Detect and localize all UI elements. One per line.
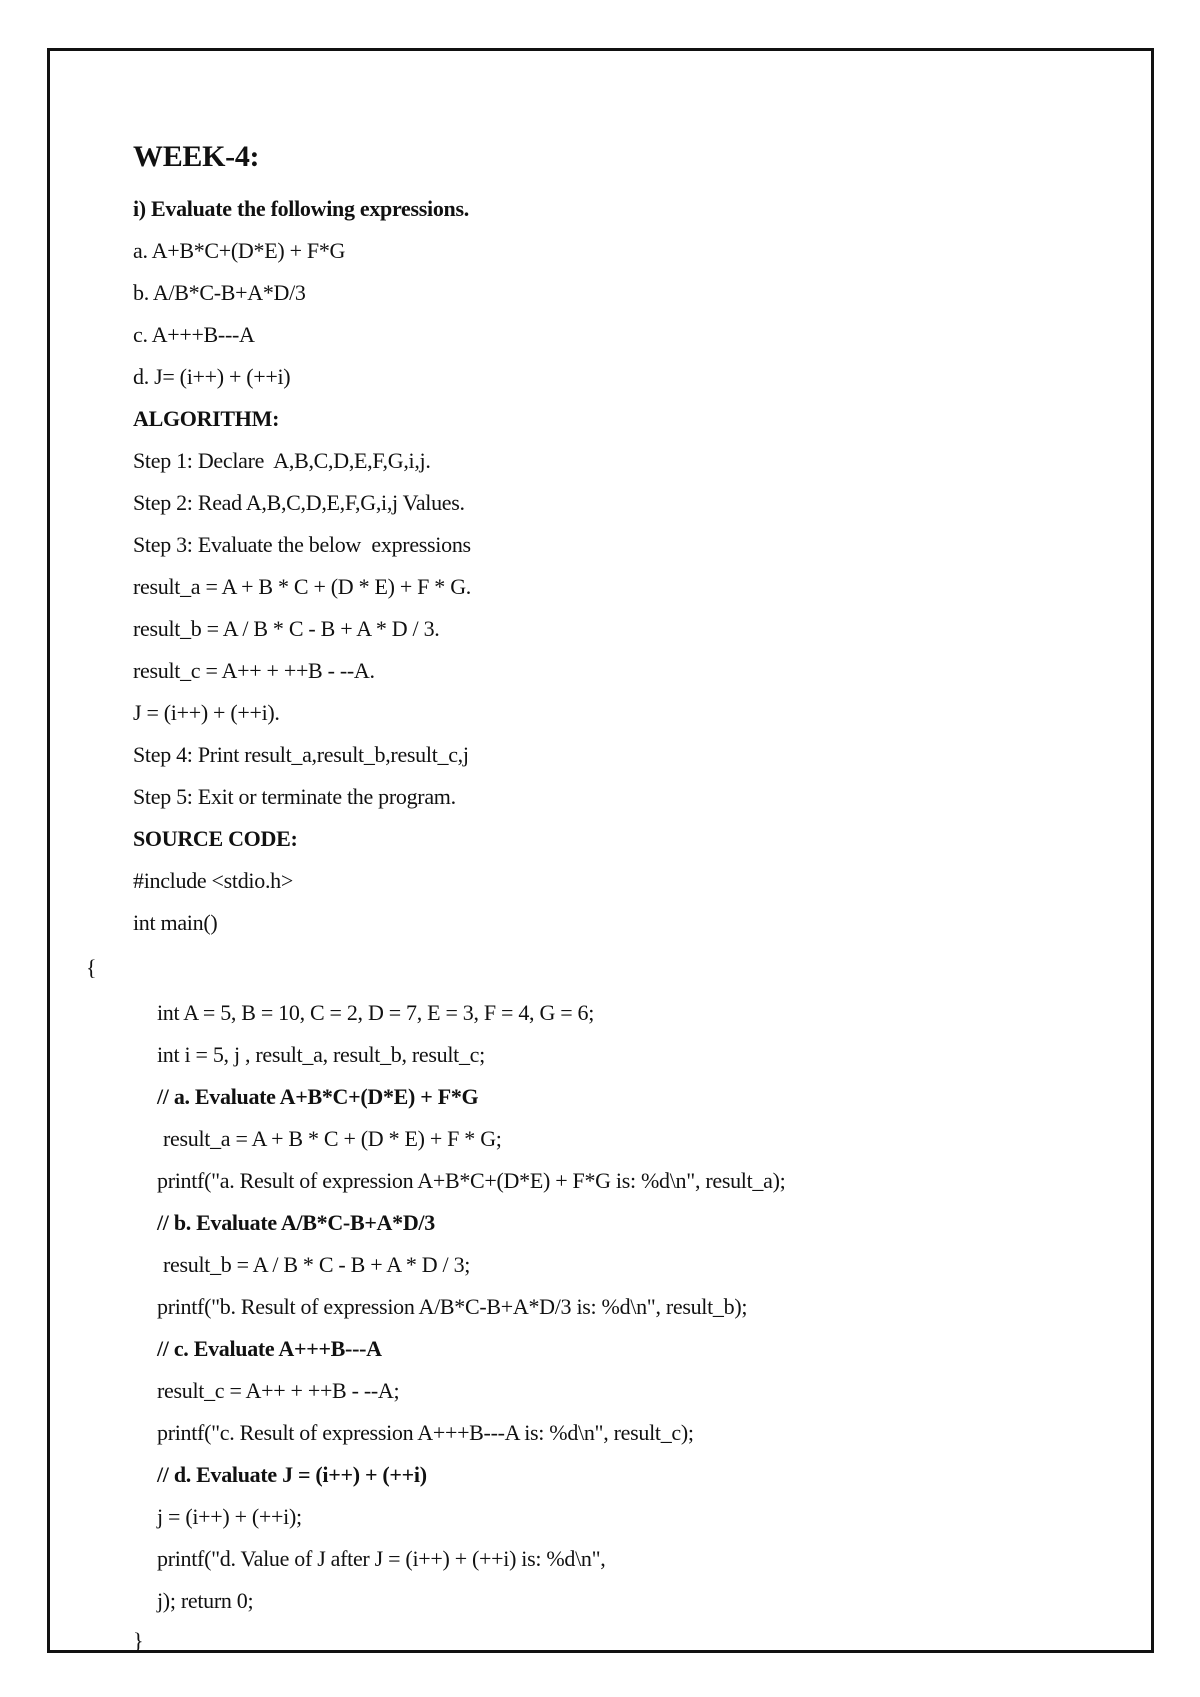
algorithm-step: J = (i++) + (++i). (133, 700, 280, 725)
algorithm-step: result_b = A / B * C - B + A * D / 3. (133, 616, 440, 641)
algorithm-heading: ALGORITHM: (133, 406, 280, 431)
code-line: int A = 5, B = 10, C = 2, D = 7, E = 3, F = 4, G = 6; (157, 1000, 595, 1025)
page-title: WEEK-4: (133, 140, 260, 173)
code-line: int main() (133, 910, 218, 935)
code-line: printf("d. Value of J after J = (i++) + (++i) is: %d\n", (157, 1546, 606, 1571)
code-line: j); return 0; (157, 1588, 254, 1613)
code-line: printf("a. Result of expression A+B*C+(D*E) + F*G is: %d\n", result_a); (157, 1168, 786, 1193)
code-line: result_c = A++ + ++B - --A; (157, 1378, 400, 1403)
code-brace-close: } (133, 1628, 144, 1653)
expression-b: b. A/B*C-B+A*D/3 (133, 280, 306, 305)
algorithm-step: Step 2: Read A,B,C,D,E,F,G,i,j Values. (133, 490, 465, 515)
code-line: #include <stdio.h> (133, 868, 293, 893)
code-line: j = (i++) + (++i); (157, 1504, 302, 1529)
code-line: int i = 5, j , result_a, result_b, result_c; (157, 1042, 485, 1067)
algorithm-step: Step 3: Evaluate the below expressions (133, 532, 471, 557)
expression-a: a. A+B*C+(D*E) + F*G (133, 238, 346, 263)
algorithm-step: Step 1: Declare A,B,C,D,E,F,G,i,j. (133, 448, 431, 473)
code-line: printf("b. Result of expression A/B*C-B+A*D/3 is: %d\n", result_b); (157, 1294, 748, 1319)
code-brace-open: { (86, 955, 97, 980)
code-line: result_b = A / B * C - B + A * D / 3; (163, 1252, 471, 1277)
algorithm-step: Step 4: Print result_a,result_b,result_c,j (133, 742, 469, 767)
code-line: result_a = A + B * C + (D * E) + F * G; (163, 1126, 502, 1151)
source-code-heading: SOURCE CODE: (133, 826, 298, 851)
code-comment: // c. Evaluate A+++B---A (157, 1336, 382, 1361)
algorithm-step: Step 5: Exit or terminate the program. (133, 784, 456, 809)
question-heading: i) Evaluate the following expressions. (133, 196, 469, 221)
expression-c: c. A+++B---A (133, 322, 255, 347)
code-comment: // a. Evaluate A+B*C+(D*E) + F*G (157, 1084, 479, 1109)
algorithm-step: result_c = A++ + ++B - --A. (133, 658, 375, 683)
code-comment: // d. Evaluate J = (i++) + (++i) (157, 1462, 427, 1487)
algorithm-step: result_a = A + B * C + (D * E) + F * G. (133, 574, 471, 599)
code-line: printf("c. Result of expression A+++B---A is: %d\n", result_c); (157, 1420, 694, 1445)
expression-d: d. J= (i++) + (++i) (133, 364, 291, 389)
code-comment: // b. Evaluate A/B*C-B+A*D/3 (157, 1210, 435, 1235)
